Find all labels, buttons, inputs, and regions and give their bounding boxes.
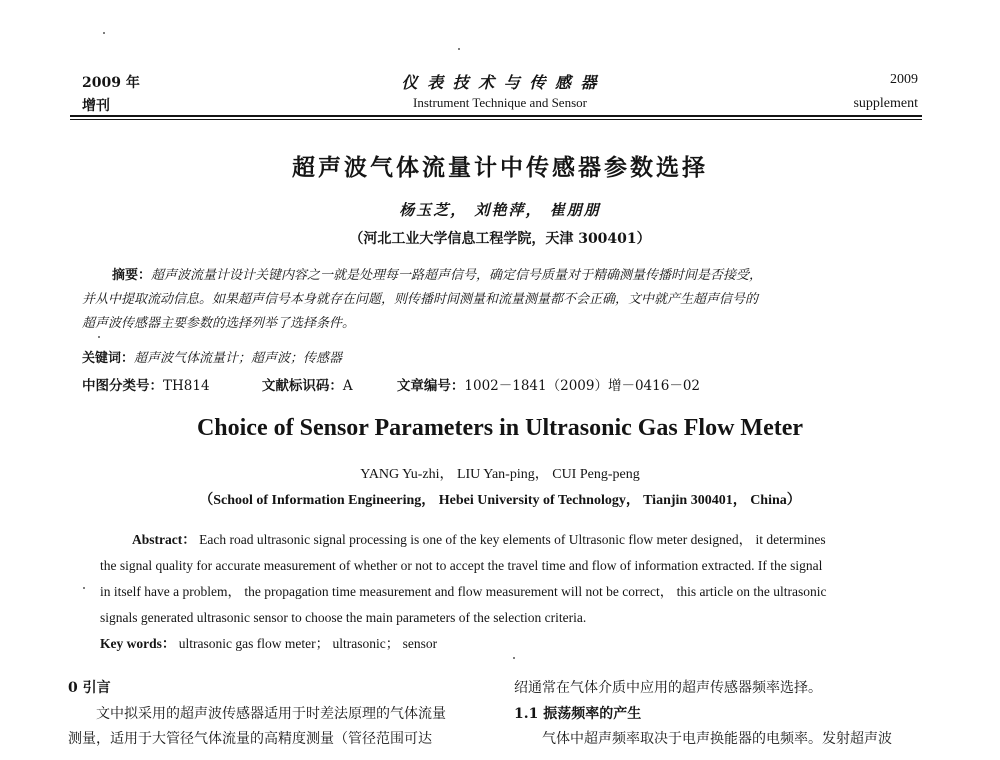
- abstract-cn-line-2: 并从中提取流动信息。如果超声信号本身就存在问题，则传播时间测量和流量测量都不会正确，文中就产生超声信号的: [82, 292, 759, 307]
- classification-line: [82, 374, 700, 398]
- header-rule-thin: [70, 119, 922, 120]
- keywords-en-text: ultrasonic gas flow meter； ultrasonic； sensor: [178, 636, 438, 651]
- doc-code-label: 文献标识码：: [261, 378, 343, 394]
- section-heading-intro: 0 引言: [68, 680, 111, 696]
- journal-title-en: Instrument Technique and Sensor: [413, 95, 587, 110]
- header-year-right: 2009: [890, 72, 918, 87]
- authors-cn: 杨玉芝， 刘艳萍， 崔朋朋: [399, 201, 601, 219]
- header-issue-right: supplement: [853, 96, 918, 111]
- doc-code-value: A: [342, 378, 353, 394]
- abstract-cn-line-3: 超声波传感器主要参数的选择列举了选择条件。: [82, 316, 356, 331]
- abstract-cn-label: 摘要：: [112, 268, 152, 283]
- abstract-en-line-3: in itself have a problem， the propagation time measurement and flow measurement will not be correct， this article on the ultrasonic: [100, 584, 827, 599]
- body-left-line-1: 文中拟采用的超声波传感器适用于时差法原理的气体流量: [96, 706, 446, 722]
- article-number-value: 1002－1841（2009）增－0416－02: [464, 378, 700, 394]
- keywords-en: [100, 631, 437, 657]
- journal-title-cn: 仪 表 技 术 与 传 感 器: [401, 73, 599, 92]
- keywords-cn: [82, 347, 342, 371]
- keywords-en-label: Key words：: [100, 636, 176, 651]
- header-rule-thick: [70, 115, 922, 117]
- abstract-en-line-2: the signal quality for accurate measurement of whether or not to accept the travel time and flow of information extracted. If the signal: [100, 558, 823, 573]
- speck: [98, 336, 100, 338]
- affiliation-en: （School of Information Engineering， Hebei University of Technology， Tianjin 300401， China）: [199, 493, 801, 508]
- paper-title-cn: 超声波气体流量计中传感器参数选择: [292, 154, 708, 181]
- article-number-label: 文章编号：: [396, 378, 465, 394]
- keywords-cn-label: 关键词：: [82, 351, 135, 366]
- body-right-line-1: 绍通常在气体介质中应用的超声传感器频率选择。: [514, 680, 822, 696]
- speck: [458, 48, 460, 50]
- body-right-line-2: 气体中超声频率取决于电声换能器的电频率。发射超声波: [542, 731, 892, 747]
- section-heading-1-1: 1.1 振荡频率的产生: [514, 706, 642, 722]
- abstract-en-line-4: signals generated ultrasonic sensor to choose the main parameters of the selection criteria.: [100, 610, 587, 625]
- clc-label: 中图分类号：: [82, 378, 163, 394]
- speck: [513, 657, 515, 659]
- clc-value: TH814: [163, 378, 210, 394]
- abstract-cn-line-1: 超声波流量计设计关键内容之一就是处理每一路超声信号，确定信号质量对于精确测量传播时间是否接受，: [151, 268, 763, 283]
- affiliation-cn: （河北工业大学信息工程学院，天津 300401）: [349, 231, 651, 247]
- body-left-line-2: 测量，适用于大管径气体流量的高精度测量（管径范围可达: [68, 731, 432, 747]
- header-year-left: 2009 年: [82, 75, 140, 91]
- keywords-cn-text: 超声波气体流量计；超声波；传感器: [134, 351, 343, 366]
- abstract-en: [100, 527, 940, 631]
- paper-title-en: Choice of Sensor Parameters in Ultrasonic Gas Flow Meter: [196, 415, 804, 441]
- abstract-cn: [82, 264, 922, 336]
- authors-en: YANG Yu-zhi， LIU Yan-ping， CUI Peng-peng: [360, 467, 640, 482]
- speck: [103, 32, 105, 34]
- header-issue-left: 增刊: [82, 98, 110, 114]
- abstract-en-label: Abstract：: [132, 532, 196, 547]
- abstract-en-line-1: Each road ultrasonic signal processing is one of the key elements of Ultrasonic flow meter designed， it determines: [199, 532, 826, 547]
- speck: [83, 587, 85, 589]
